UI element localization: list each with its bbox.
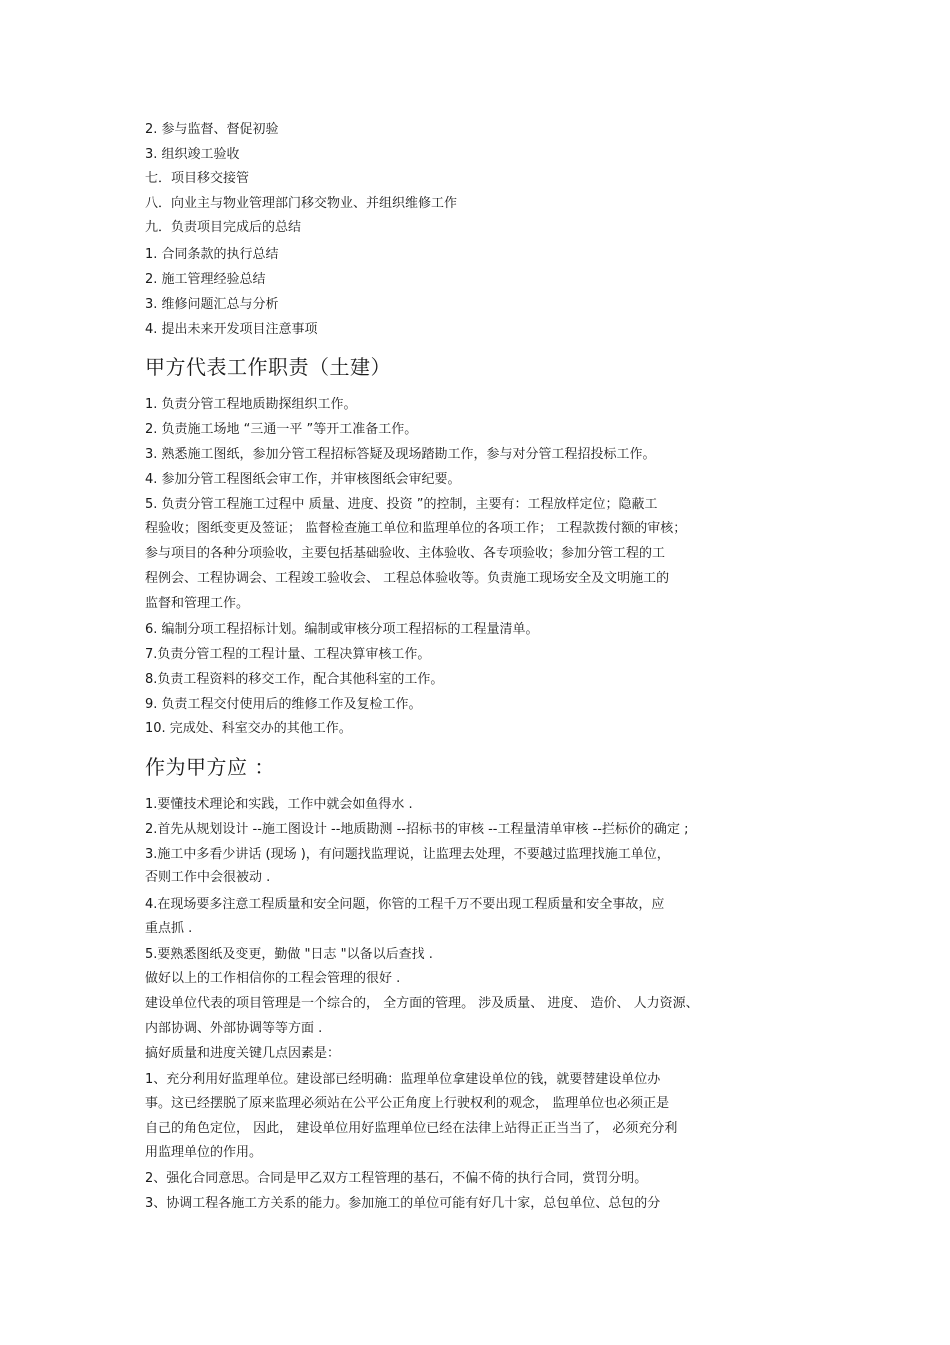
text-line: 3.施工中多看少讲话 (现场 )，有问题找监理说，让监理去处理，不要越过监理找施工单位， — [145, 847, 670, 862]
text-line: 搞好质量和进度关键几点因素是： — [145, 1046, 341, 1061]
text-line: 6. 编制分项工程招标计划。编制或审核分项工程招标的工程量清单。 — [145, 622, 539, 637]
text-line: 8.负责工程资料的移交工作，配合其他科室的工作。 — [145, 672, 444, 687]
text-line: 2. 参与监督、督促初验 — [145, 122, 279, 137]
text-line: 事。这已经摆脱了原来监理必须站在公平公正角度上行驶权利的观念， 监理单位也必须正是 — [145, 1096, 670, 1111]
section-heading-small: 八．向业主与物业管理部门移交物业、并组织维修工作 — [145, 196, 458, 211]
text-line: 10. 完成处、科室交办的其他工作。 — [145, 721, 352, 736]
text-line: 1. 负责分管工程地质勘探组织工作。 — [145, 397, 357, 412]
text-line: 重点抓 . — [145, 921, 193, 936]
text-line: 否则工作中会很被动 . — [145, 870, 271, 885]
text-line: 4. 参加分管工程图纸会审工作，并审核图纸会审纪要。 — [145, 472, 461, 487]
text-line: 1、充分利用好监理单位。建设部已经明确：监理单位拿建设单位的钱，就要替建设单位办 — [145, 1072, 661, 1087]
text-line: 3. 维修问题汇总与分析 — [145, 297, 279, 312]
section-heading: 甲方代表工作职责（土建） — [145, 355, 391, 379]
section-heading: 作为甲方应 ： — [145, 755, 275, 779]
text-line: 程例会、工程协调会、工程竣工验收会、 工程总体验收等。负责施工现场安全及文明施工的 — [145, 571, 670, 586]
text-line: 4.在现场要多注意工程质量和安全问题，你管的工程千万不要出现工程质量和安全事故，应 — [145, 897, 665, 912]
text-line: 1.要懂技术理论和实践，工作中就会如鱼得水 . — [145, 797, 413, 812]
text-line: 3. 熟悉施工图纸，参加分管工程招标答疑及现场踏勘工作，参与对分管工程招投标工作。 — [145, 447, 656, 462]
section-heading-small: 九．负责项目完成后的总结 — [145, 220, 302, 235]
text-line: 5.要熟悉图纸及变更，勤做 "日志 "以备以后查找 . — [145, 947, 433, 962]
text-line: 做好以上的工作相信你的工程会管理的很好 . — [145, 971, 401, 986]
text-line: 参与项目的各种分项验收，主要包括基础验收、主体验收、各专项验收；参加分管工程的工 — [145, 546, 666, 561]
text-line: 监督和管理工作。 — [145, 596, 250, 611]
text-line: 建设单位代表的项目管理是一个综合的， 全方面的管理。 涉及质量、 进度、 造价、 人力资源、 — [145, 996, 699, 1011]
text-line: 4. 提出未来开发项目注意事项 — [145, 322, 318, 337]
text-line: 2、强化合同意思。合同是甲乙双方工程管理的基石，不偏不倚的执行合同，赏罚分明。 — [145, 1171, 648, 1186]
text-line: 9. 负责工程交付使用后的维修工作及复检工作。 — [145, 697, 422, 712]
text-line: 2.首先从规划设计 --施工图设计 --地质勘测 --招标书的审核 --工程量清单审核 --拦标价的确定 ; — [145, 822, 689, 837]
text-line: 5. 负责分管工程施工过程中 质量、进度、投资 ”的控制，主要有：工程放样定位；隐蔽工 — [145, 497, 658, 512]
text-line: 2. 施工管理经验总结 — [145, 272, 266, 287]
text-line: 7.负责分管工程的工程计量、工程决算审核工作。 — [145, 647, 431, 662]
text-line: 3、协调工程各施工方关系的能力。参加施工的单位可能有好几十家，总包单位、总包的分 — [145, 1196, 661, 1211]
text-line: 3. 组织竣工验收 — [145, 147, 240, 162]
text-line: 用监理单位的作用。 — [145, 1145, 263, 1160]
text-line: 1. 合同条款的执行总结 — [145, 247, 279, 262]
text-line: 自己的角色定位， 因此， 建设单位用好监理单位已经在法律上站得正正当当了， 必须充分利 — [145, 1121, 678, 1136]
text-line: 程验收；图纸变更及签证； 监督检查施工单位和监理单位的各项工作； 工程款拨付额的审核； — [145, 521, 687, 536]
section-heading-small: 七．项目移交接管 — [145, 171, 250, 186]
text-line: 2. 负责施工场地 “三通一平 ”等开工准备工作。 — [145, 422, 418, 437]
text-line: 内部协调、外部协调等等方面 . — [145, 1021, 323, 1036]
